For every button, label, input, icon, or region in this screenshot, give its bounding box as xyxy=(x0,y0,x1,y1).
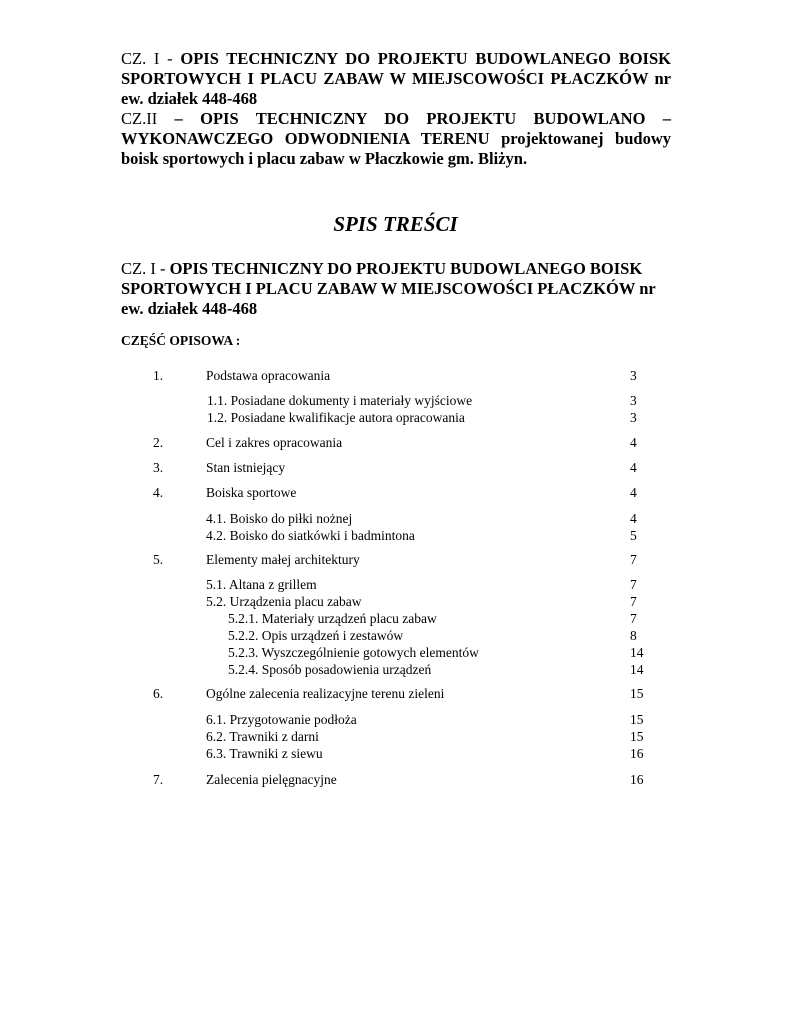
toc-subentry xyxy=(0,728,791,745)
toc-entry-number: 3. xyxy=(153,460,164,475)
toc-entry-label: 1.2. Posiadane kwalifikacje autora opracowania xyxy=(207,410,465,425)
toc-entry-number: 7. xyxy=(153,772,164,787)
toc-entry-label: Cel i zakres opracowania xyxy=(206,435,343,450)
toc-entry-page: 3 xyxy=(630,393,637,408)
toc-entry-page: 15 xyxy=(630,686,644,701)
toc-entry-label: 6.3. Trawniki z siewu xyxy=(206,746,323,761)
toc-entry-label: Elementy małej architektury xyxy=(206,552,360,567)
toc-subentry xyxy=(0,392,791,409)
toc-entry-page: 15 xyxy=(630,729,644,744)
toc-entry-page: 4 xyxy=(630,511,637,526)
toc-subentry xyxy=(0,593,791,610)
toc-entry-number: 4. xyxy=(153,485,164,500)
toc-entry xyxy=(0,459,791,476)
toc-entry-page: 3 xyxy=(630,368,637,383)
toc-entry-page: 15 xyxy=(630,712,644,727)
toc-entry xyxy=(0,685,791,702)
toc-entry-number: 2. xyxy=(153,435,164,450)
toc-subentry xyxy=(0,661,791,678)
toc-entry-label: 5.2.1. Materiały urządzeń placu zabaw xyxy=(228,611,437,626)
toc-subentry xyxy=(0,576,791,593)
toc-entry-label: 5.2.3. Wyszczególnienie gotowych elementów xyxy=(228,645,479,660)
toc-entry-page: 5 xyxy=(630,528,637,543)
toc-subentry xyxy=(0,644,791,661)
toc-entry-label: Ogólne zalecenia realizacyjne terenu zieleni xyxy=(206,686,445,701)
toc-entry-label: 4.1. Boisko do piłki nożnej xyxy=(206,511,353,526)
toc-subentry xyxy=(0,627,791,644)
header-part-2-prefix: CZ.II xyxy=(121,109,175,128)
toc-entry-page: 14 xyxy=(630,645,644,660)
toc-entry xyxy=(0,484,791,501)
toc-entry-page: 8 xyxy=(630,628,637,643)
toc-entry-page: 3 xyxy=(630,410,637,425)
toc-subentry xyxy=(0,409,791,426)
toc-entry-label: Stan istniejący xyxy=(206,460,286,475)
toc-entry-label: Podstawa opracowania xyxy=(206,368,331,383)
toc-subentry xyxy=(0,510,791,527)
toc-entry xyxy=(0,551,791,568)
toc-subentry xyxy=(0,610,791,627)
toc-entry-page: 7 xyxy=(630,594,637,609)
toc-subentry xyxy=(0,711,791,728)
section-title-text: OPIS TECHNICZNY DO PROJEKTU BUDOWLANEGO BOISK SPORTOWYCH I PLACU ZABAW W MIEJSCOWOŚCI PŁACZKÓW nr ew. działek 448-468 xyxy=(121,259,656,318)
header-part-1-title: OPIS TECHNICZNY DO PROJEKTU BUDOWLANEGO BOISK SPORTOWYCH I PLACU ZABAW W MIEJSCOWOŚCI PŁACZKÓW nr ew. działek 448-468 xyxy=(121,49,671,108)
toc-subentry xyxy=(0,745,791,762)
toc-entry-label: 6.2. Trawniki z darni xyxy=(206,729,319,744)
toc-entry xyxy=(0,367,791,384)
toc-entry-label: 4.2. Boisko do siatkówki i badmintona xyxy=(206,528,415,543)
toc-entry-page: 7 xyxy=(630,552,637,567)
toc-entry-page: 16 xyxy=(630,746,644,761)
toc-entry-page: 4 xyxy=(630,460,637,475)
toc-entry-label: 5.2.2. Opis urządzeń i zestawów xyxy=(228,628,404,643)
toc-entry-page: 7 xyxy=(630,611,637,626)
toc-entry-label: 5.1. Altana z grillem xyxy=(206,577,317,592)
toc-entry-page: 16 xyxy=(630,772,644,787)
toc-entry-label: 1.1. Posiadane dokumenty i materiały wyjściowe xyxy=(207,393,473,408)
toc-entry-page: 4 xyxy=(630,485,637,500)
toc-entry-page: 7 xyxy=(630,577,637,592)
part-label: CZĘŚĆ OPISOWA : xyxy=(121,333,241,348)
section-title-prefix: CZ. I - xyxy=(121,259,170,278)
toc-entry-label: Boiska sportowe xyxy=(206,485,297,500)
toc-title: SPIS TREŚCI xyxy=(333,212,458,236)
toc-entry-label: 5.2. Urządzenia placu zabaw xyxy=(206,594,362,609)
toc-subentry xyxy=(0,527,791,544)
toc-entry-label: 5.2.4. Sposób posadowienia urządzeń xyxy=(228,662,432,677)
toc-entry-label: Zalecenia pielęgnacyjne xyxy=(206,772,337,787)
toc-entry-number: 1. xyxy=(153,368,164,383)
header-part-1-prefix: CZ. I - xyxy=(121,49,181,68)
header-part-2-title: – OPIS TECHNICZNY DO PROJEKTU BUDOWLANO – WYKONAWCZEGO ODWODNIENIA TERENU projektowanej budowy boisk sportowych i placu zabaw w Płaczkowie gm. Bliżyn. xyxy=(121,109,671,168)
toc-entry xyxy=(0,434,791,451)
toc-entry xyxy=(0,771,791,788)
toc-entry-number: 6. xyxy=(153,686,164,701)
toc-entry-page: 14 xyxy=(630,662,644,677)
toc-entry-page: 4 xyxy=(630,435,637,450)
toc-entry-label: 6.1. Przygotowanie podłoża xyxy=(206,712,357,727)
toc-entry-number: 5. xyxy=(153,552,164,567)
